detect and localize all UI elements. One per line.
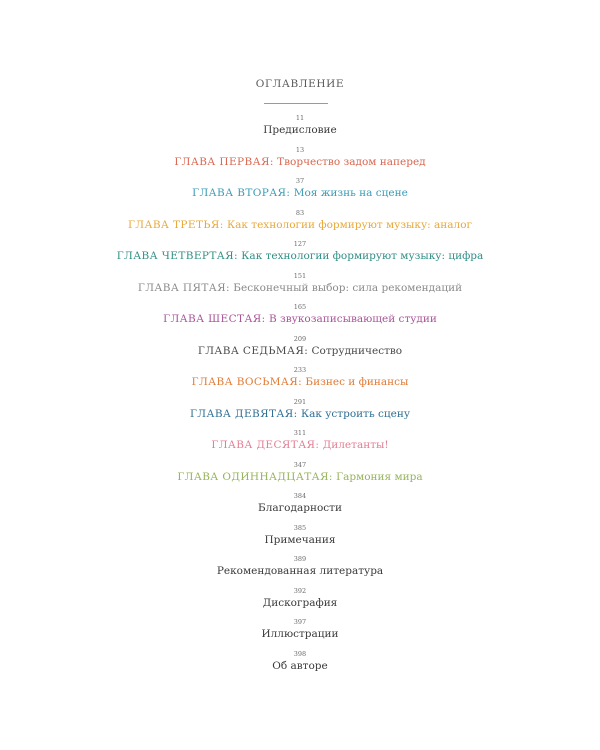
toc-title: ОГЛАВЛЕНИЕ bbox=[255, 78, 345, 90]
toc-entry-label bbox=[0, 313, 600, 326]
toc-entry-label bbox=[0, 502, 600, 515]
chapter-title: Моя жизнь на сцене bbox=[290, 187, 408, 199]
title-divider bbox=[264, 103, 328, 104]
chapter-title: Примечания bbox=[264, 533, 336, 546]
toc-page-number: 209 bbox=[293, 334, 307, 343]
toc-entry-label bbox=[0, 282, 600, 295]
toc-entry-label bbox=[0, 124, 600, 137]
toc-entry bbox=[0, 272, 600, 304]
chapter-heading: ГЛАВА ТРЕТЬЯ: bbox=[127, 218, 224, 231]
chapter-title: Сотрудничество bbox=[308, 344, 403, 357]
toc-entry-label bbox=[0, 250, 600, 263]
toc-entry bbox=[0, 114, 600, 146]
toc-entry bbox=[0, 303, 600, 335]
toc-entry bbox=[0, 555, 600, 587]
chapter-title: Рекомендованная литература bbox=[216, 565, 384, 577]
toc-entry-label bbox=[0, 219, 600, 232]
toc-entry-label bbox=[0, 439, 600, 452]
chapter-heading: ГЛАВА ПЯТАЯ: bbox=[137, 281, 230, 294]
toc-entry bbox=[0, 177, 600, 209]
chapter-heading: ГЛАВА ВТОРАЯ: bbox=[192, 187, 291, 199]
toc-page-number: 384 bbox=[293, 492, 307, 500]
chapter-heading: ГЛАВА ДЕСЯТАЯ: bbox=[211, 439, 320, 451]
toc-entry-label bbox=[0, 660, 600, 673]
toc-entry bbox=[0, 461, 600, 493]
toc-page-number: 165 bbox=[293, 303, 307, 311]
toc-entry-label bbox=[0, 565, 600, 578]
toc-page-number: 385 bbox=[293, 523, 307, 532]
toc-entry-label bbox=[0, 534, 600, 547]
toc-page-number: 11 bbox=[295, 114, 305, 122]
toc-page-number: 389 bbox=[293, 555, 307, 563]
chapter-heading: ГЛАВА ДЕВЯТАЯ: bbox=[189, 407, 298, 420]
chapter-title: Дискография bbox=[262, 596, 338, 609]
chapter-title: Бизнес и финансы bbox=[302, 376, 409, 388]
toc-page-number: 37 bbox=[295, 177, 305, 185]
toc-entry-label bbox=[0, 376, 600, 389]
chapter-title: Гармония мира bbox=[332, 470, 423, 483]
toc-entry bbox=[0, 398, 600, 430]
chapter-heading: ГЛАВА ШЕСТАЯ: bbox=[163, 313, 266, 325]
toc-entry-label bbox=[0, 597, 600, 610]
chapter-title: Творчество задом наперед bbox=[273, 155, 426, 168]
chapter-heading: ГЛАВА ПЕРВАЯ: bbox=[174, 155, 274, 168]
chapter-title: Предисловие bbox=[263, 124, 337, 136]
toc-page-number: 13 bbox=[295, 145, 305, 154]
chapter-title: Дилетанты! bbox=[319, 439, 389, 451]
toc-entry bbox=[0, 587, 600, 619]
chapter-title: Иллюстрации bbox=[261, 628, 339, 640]
toc-page-number: 291 bbox=[293, 397, 307, 406]
chapter-heading: ГЛАВА СЕДЬМАЯ: bbox=[197, 344, 309, 357]
toc-entry-label bbox=[0, 156, 600, 169]
toc-entry-label bbox=[0, 408, 600, 421]
toc-page-number: 127 bbox=[293, 240, 307, 248]
chapter-heading: ГЛАВА ОДИННАДЦАТАЯ: bbox=[177, 470, 333, 483]
toc-page-number: 392 bbox=[293, 586, 307, 595]
toc-entry bbox=[0, 618, 600, 650]
toc-entry bbox=[0, 146, 600, 178]
toc-entry-label bbox=[0, 345, 600, 358]
toc-page-number: 347 bbox=[293, 460, 307, 469]
toc-entry bbox=[0, 366, 600, 398]
chapter-title: Как устроить сцену bbox=[297, 407, 411, 420]
toc-list bbox=[0, 114, 600, 681]
toc-entry-label bbox=[0, 628, 600, 641]
toc-entry-label bbox=[0, 471, 600, 484]
toc-page-number: 151 bbox=[293, 271, 307, 280]
toc-entry bbox=[0, 209, 600, 241]
toc-page-number: 83 bbox=[295, 208, 305, 217]
toc-page-number: 398 bbox=[293, 649, 307, 658]
toc-entry bbox=[0, 524, 600, 556]
toc-entry bbox=[0, 492, 600, 524]
toc-page-number: 233 bbox=[293, 366, 307, 374]
chapter-heading: ГЛАВА ВОСЬМАЯ: bbox=[191, 376, 303, 388]
chapter-title: Бесконечный выбор: сила рекомендаций bbox=[229, 281, 463, 294]
toc-entry bbox=[0, 429, 600, 461]
toc-page-number: 311 bbox=[293, 429, 307, 437]
chapter-title: Как технологии формируют музыку: аналог bbox=[223, 218, 473, 231]
chapter-title: Об авторе bbox=[272, 659, 328, 672]
toc-entry-label bbox=[0, 187, 600, 200]
toc-entry bbox=[0, 650, 600, 682]
chapter-title: Благодарности bbox=[258, 502, 342, 514]
toc-page-number: 397 bbox=[293, 618, 307, 626]
chapter-title: В звукозаписывающей студии bbox=[265, 313, 437, 325]
chapter-heading: ГЛАВА ЧЕТВЕРТАЯ: bbox=[116, 250, 238, 262]
toc-entry bbox=[0, 335, 600, 367]
chapter-title: Как технологии формируют музыку: цифра bbox=[237, 250, 484, 262]
toc-entry bbox=[0, 240, 600, 272]
